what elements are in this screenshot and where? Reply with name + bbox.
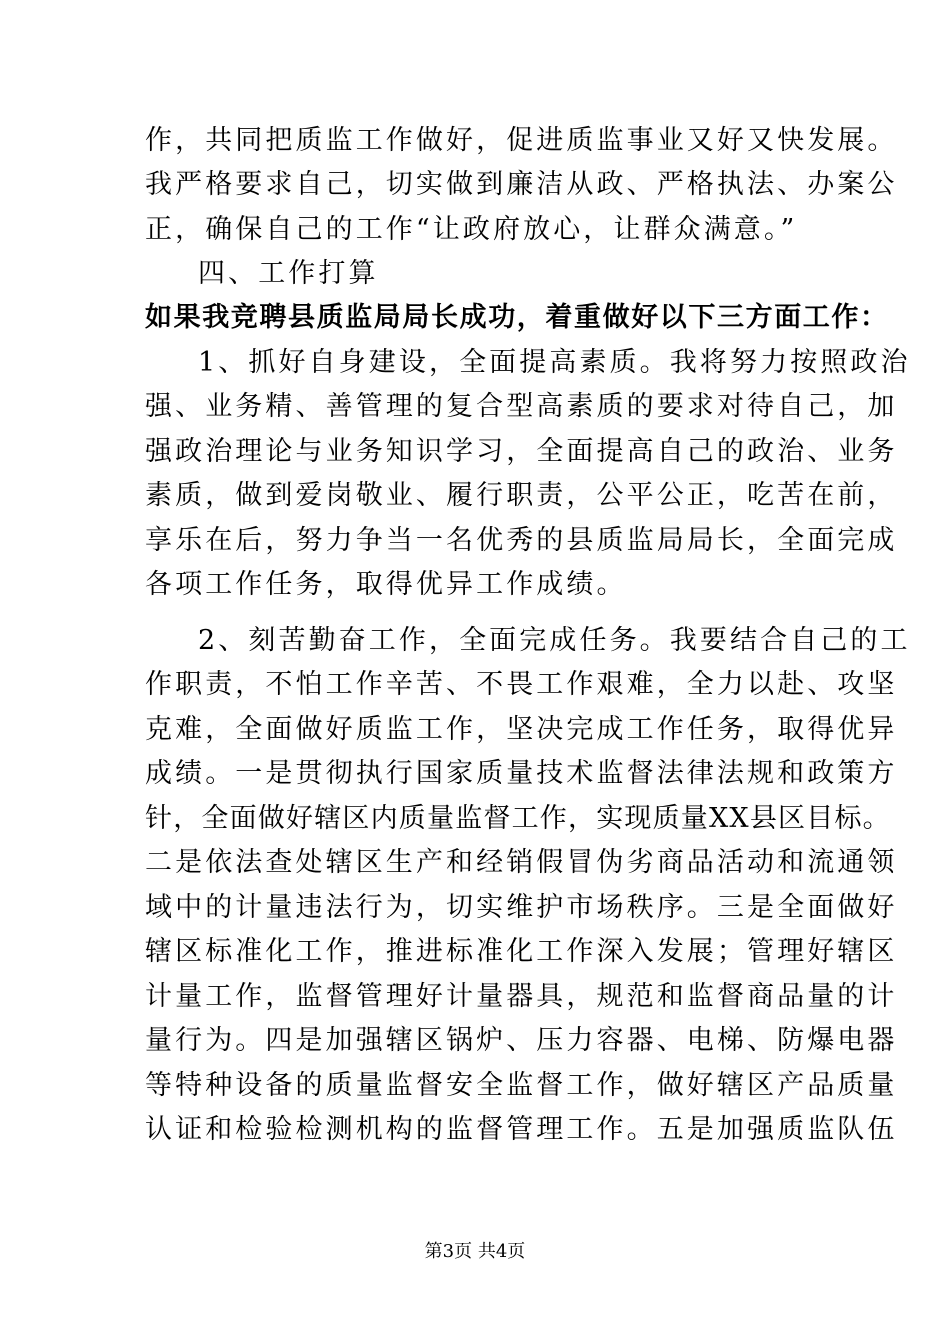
text-line: 正，确保自己的工作“让政府放心，让群众满意。” bbox=[145, 214, 798, 245]
text-line: 克难，全面做好质监工作，坚决完成工作任务，取得优异 bbox=[145, 714, 898, 745]
text-line: 享乐在后，努力争当一名优秀的县质监局局长，全面完成 bbox=[145, 525, 898, 556]
text-line: 辖区标准化工作，推进标准化工作深入发展；管理好辖区 bbox=[145, 936, 898, 967]
text-line: 量行为。四是加强辖区锅炉、压力容器、电梯、防爆电器 bbox=[145, 1025, 898, 1056]
text-line: 计量工作，监督管理好计量器具，规范和监督商品量的计 bbox=[145, 981, 898, 1012]
text-line: 成绩。一是贯彻执行国家质量技术监督法律法规和政策方 bbox=[145, 758, 898, 789]
text-line: 2、刻苦勤奋工作，全面完成任务。我要结合自己的工 bbox=[198, 625, 911, 656]
text-line: 作，共同把质监工作做好，促进质监事业又好又快发展。 bbox=[145, 125, 898, 156]
section-heading: 四、工作打算 bbox=[198, 258, 379, 289]
text-line: 作职责，不怕工作辛苦、不畏工作艰难，全力以赴、攻坚 bbox=[145, 669, 898, 700]
text-line: 认证和检验检测机构的监督管理工作。五是加强质监队伍 bbox=[145, 1114, 898, 1145]
text-line: 素质，做到爱岗敬业、履行职责，公平公正，吃苦在前， bbox=[145, 480, 898, 511]
text-line: 我严格要求自己，切实做到廉洁从政、严格执法、办案公 bbox=[145, 169, 898, 200]
text-line: 各项工作任务，取得优异工作成绩。 bbox=[145, 569, 627, 600]
bold-intro-line: 如果我竞聘县质监局局长成功，着重做好以下三方面工作： bbox=[145, 302, 889, 333]
text-line: 等特种设备的质量监督安全监督工作，做好辖区产品质量 bbox=[145, 1070, 898, 1101]
text-line: 二是依法查处辖区生产和经销假冒伪劣商品活动和流通领 bbox=[145, 847, 898, 878]
text-line: 1、抓好自身建设，全面提高素质。我将努力按照政治 bbox=[198, 347, 911, 378]
text-line: 域中的计量违法行为，切实维护市场秩序。三是全面做好 bbox=[145, 892, 898, 923]
text-line: 针，全面做好辖区内质量监督工作，实现质量XX县区目标。 bbox=[145, 803, 891, 834]
page-number: 第3页 共4页 bbox=[424, 1241, 526, 1262]
text-line: 强、业务精、善管理的复合型高素质的要求对待自己，加 bbox=[145, 391, 898, 422]
text-line: 强政治理论与业务知识学习，全面提高自己的政治、业务 bbox=[145, 436, 898, 467]
